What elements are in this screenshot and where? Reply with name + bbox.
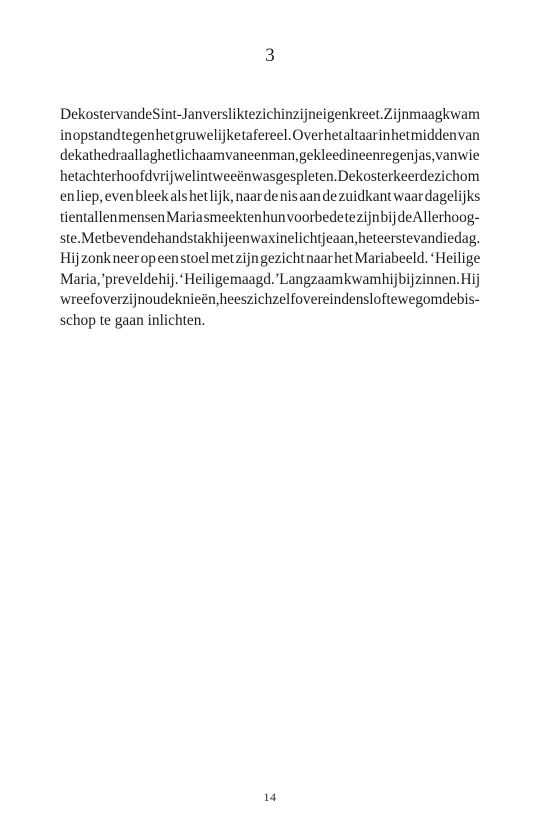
page-number: 14: [263, 790, 277, 804]
paragraph-line: De koster van de Sint-Jan verslikte zich in zijn eigen kreet. Zijn maag kwam: [60, 106, 480, 123]
body-paragraph: [60, 105, 480, 332]
paragraph-line: Hij zonk neer op een stoel met zijn gezicht naar het Mariabeeld. ‘Heilige: [60, 250, 481, 268]
chapter-number: 3: [265, 45, 275, 66]
paragraph-line: in opstand tegen het gruwelijke tafereel. Over het altaar in het midden van: [60, 126, 480, 144]
paragraph-line: en liep, even bleek als het lijk, naar de nis aan de zuidkant waar dagelijks: [60, 188, 481, 206]
paragraph-line: Maria,’ prevelde hij. ‘Heilige maagd.’ Langzaam kwam hij bij zinnen. Hij: [60, 270, 481, 288]
paragraph-line: ste. Met bevende hand stak hij een waxinelichtje aan, het eerste van die dag.: [60, 229, 481, 247]
paragraph-line: de kathedraal lag het lichaam van een man, gekleed in een regenjas, van wie: [60, 147, 480, 165]
paragraph-line: wreef over zijn oude knieën, hees zichzelf overeind en slofte weg om de bis-: [60, 291, 480, 309]
paragraph-line: tientallen mensen Maria smeekten hun voorbede te zijn bij de Allerhoog-: [60, 208, 480, 226]
paragraph-line: het achterhoofd vrijwel in tweeën was gespleten. De koster keerde zich om: [60, 167, 480, 185]
paragraph-line: schop te gaan inlichten.: [60, 311, 206, 329]
